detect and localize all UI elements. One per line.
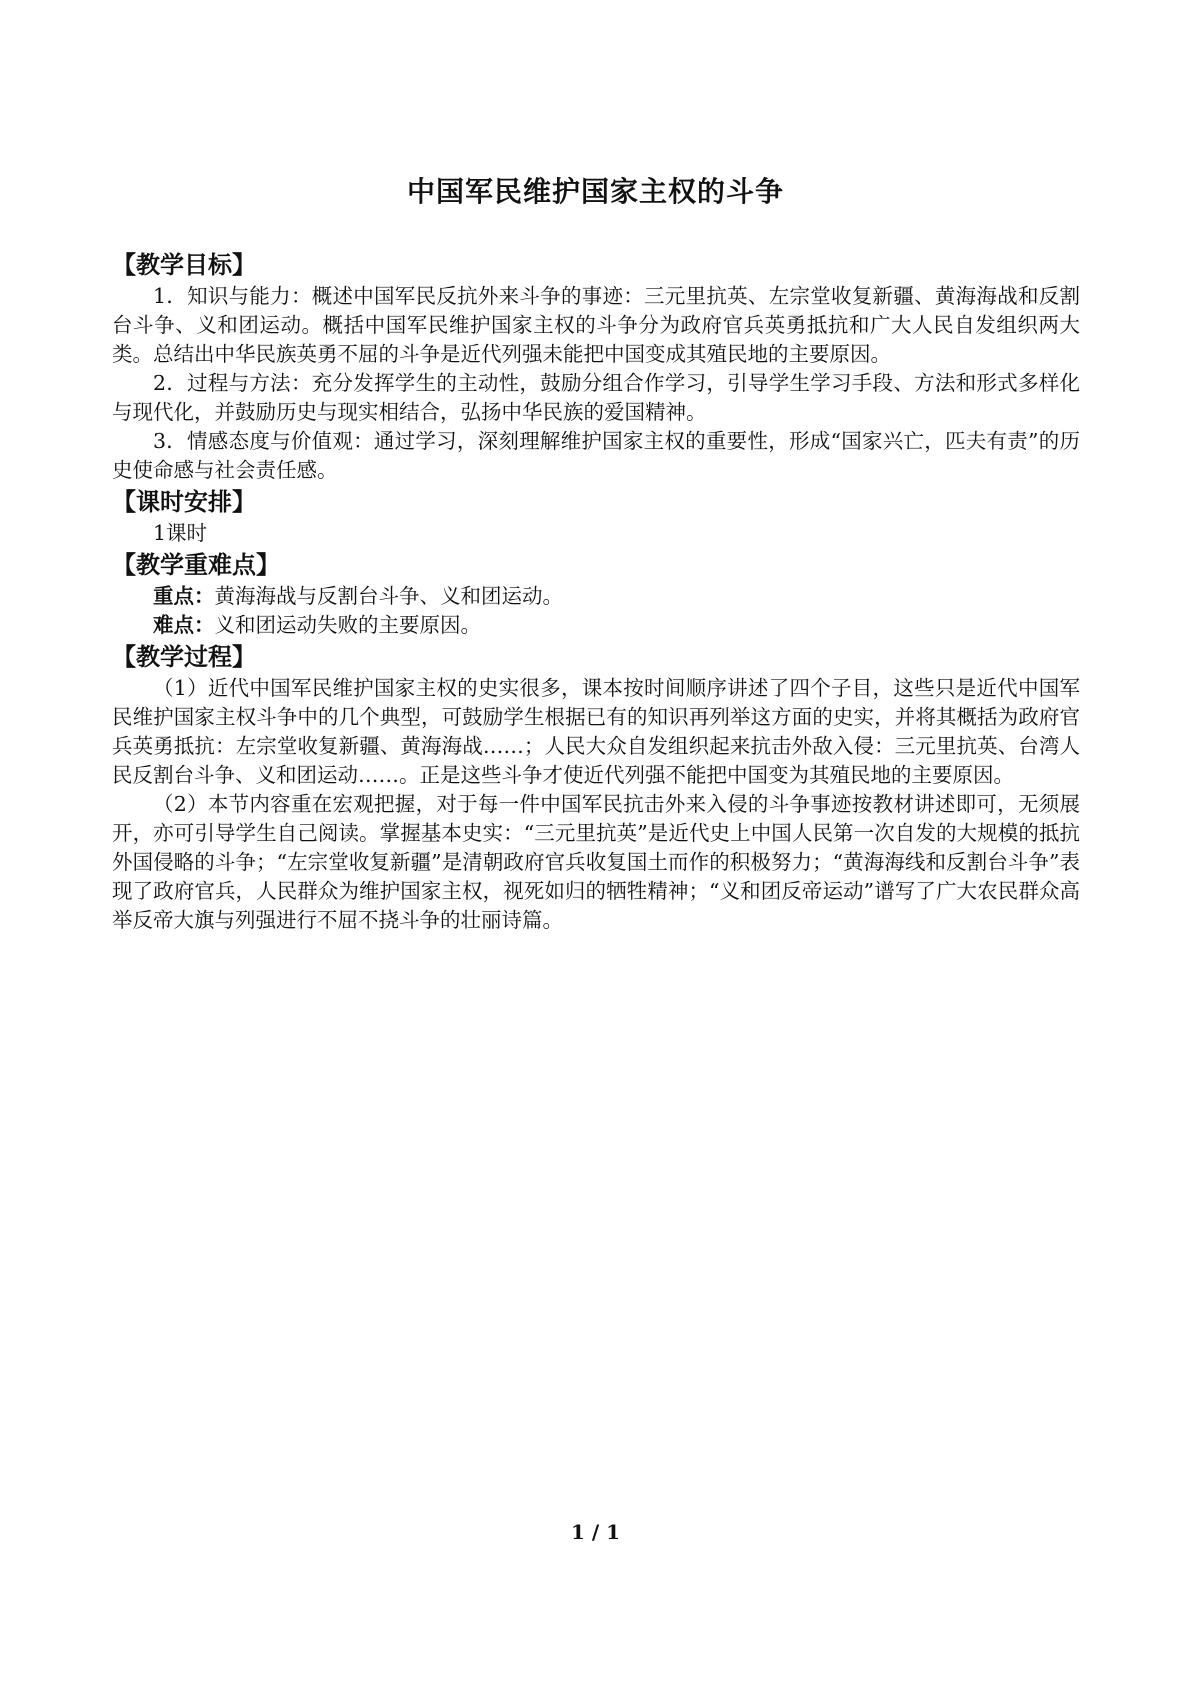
section-heading-process: 【教学过程】 — [112, 643, 256, 671]
key-point-label: 重点： — [153, 584, 215, 608]
goal-item-1: 1．知识与能力：概述中国军民反抗外来斗争的事迹：三元里抗英、左宗堂收复新疆、黄海海战和反割台斗争、义和团运动。概括中国军民维护国家主权的斗争分为政府官兵英勇抵抗和广大人民自发组织两大类。总结出中华民族英勇不屈的斗争是近代列强未能把中国变成其殖民地的主要原因。 — [112, 284, 1080, 366]
process-item-1: （1）近代中国军民维护国家主权的史实很多，课本按时间顺序讲述了四个子目，这些只是近代中国军民维护国家主权斗争中的几个典型，可鼓励学生根据已有的知识再列举这方面的史实，并将其概括为政府官兵英勇抵抗：左宗堂收复新疆、黄海海战……；人民大众自发组织起来抗击外敌入侵：三元里抗英、台湾人民反割台斗争、义和团运动……。正是这些斗争才使近代列强不能把中国变为其殖民地的主要原因。 — [112, 676, 1080, 787]
document-body — [112, 248, 1080, 935]
difficulty-label: 难点： — [153, 613, 215, 637]
process-item-2: （2）本节内容重在宏观把握，对于每一件中国军民抗击外来入侵的斗争事迹按教材讲述即可，无须展开，亦可引导学生自己阅读。掌握基本史实：“三元里抗英”是近代史上中国人民第一次自发的大规模的抵抗外国侵略的斗争；“左宗堂收复新疆”是清朝政府官兵收复国土而作的积极努力；“黄海海线和反割台斗争”表现了政府官兵，人民群众为维护国家主权，视死如归的牺牲精神；“义和团反帝运动”谱写了广大农民群众高举反帝大旗与列强进行不屈不挠斗争的壮丽诗篇。 — [112, 792, 1080, 932]
section-heading-schedule: 【课时安排】 — [112, 488, 256, 516]
section-goals — [112, 248, 1080, 485]
goal-item-3: 3．情感态度与价值观：通过学习，深刻理解维护国家主权的重要性，形成“国家兴亡，匹夫有责”的历史使命感与社会责任感。 — [112, 429, 1080, 482]
section-heading-key-points: 【教学重难点】 — [112, 551, 280, 579]
schedule-text: 1课时 — [153, 521, 208, 545]
section-key-points — [112, 548, 1080, 640]
page-number: 1 / 1 — [570, 1520, 621, 1544]
difficulty-text: 义和团运动失败的主要原因。 — [214, 613, 481, 637]
goal-item-2: 2．过程与方法：充分发挥学生的主动性，鼓励分组合作学习，引导学生学习手段、方法和形式多样化与现代化，并鼓励历史与现实相结合，弘扬中华民族的爱国精神。 — [112, 371, 1080, 424]
section-process — [112, 640, 1080, 935]
key-point-text: 黄海海战与反割台斗争、义和团运动。 — [214, 584, 563, 608]
document-title: 中国军民维护国家主权的斗争 — [406, 175, 784, 208]
key-point-row — [112, 582, 1080, 611]
difficulty-row — [112, 611, 1080, 640]
section-schedule — [112, 485, 1080, 548]
section-heading-goals: 【教学目标】 — [112, 251, 256, 279]
